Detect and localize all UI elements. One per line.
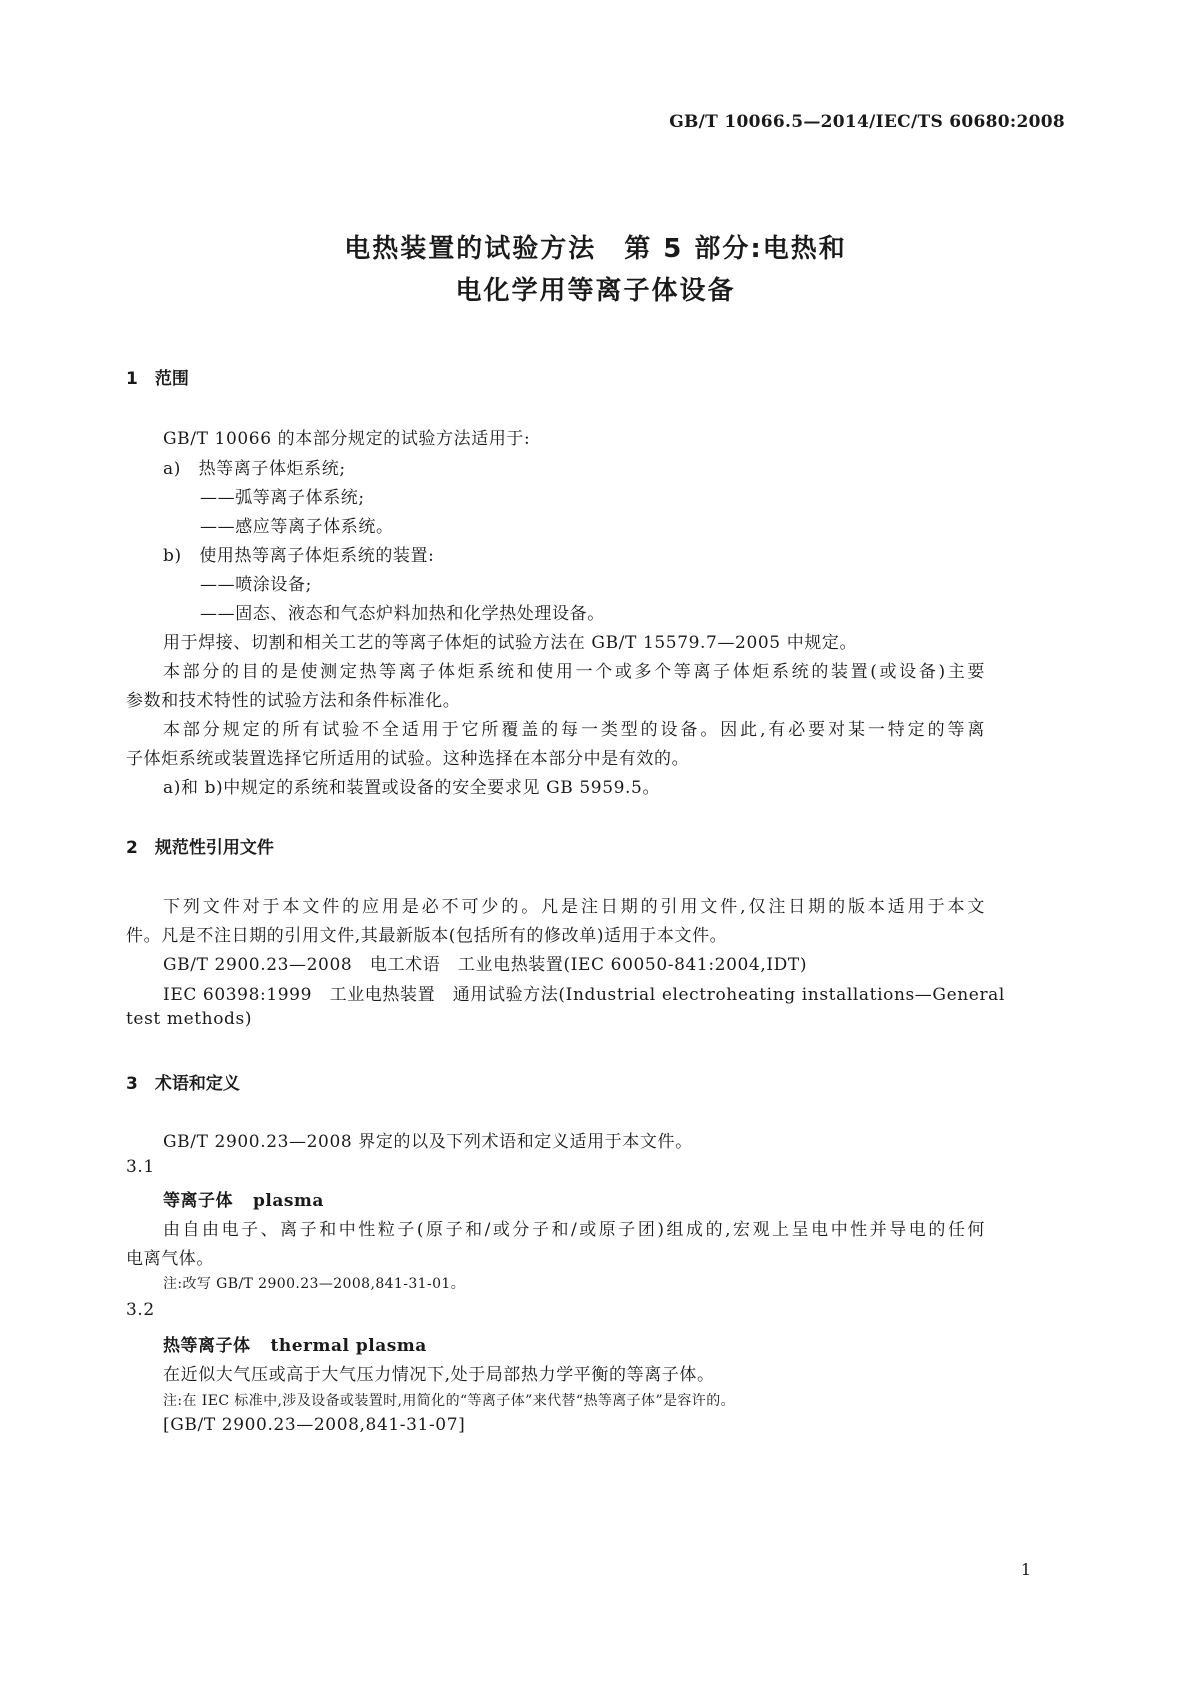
section-3-heading: 3 术语和定义 <box>126 1074 240 1094</box>
term-source: [GB/T 2900.23—2008,841-31-07] <box>163 1415 466 1435</box>
term-note: 注:在 IEC 标准中,涉及设备或装置时,用简化的“等离子体”来代替“热等离子体”是容许的。 <box>163 1393 736 1409</box>
term-note: 注:改写 GB/T 2900.23—2008,841-31-01。 <box>163 1276 466 1292</box>
list-subitem-a2: ——感应等离子体系统。 <box>200 517 394 537</box>
list-item-b: b) 使用热等离子体炬系统的装置: <box>163 546 435 566</box>
term-heading <box>163 1186 324 1211</box>
term-definition-line: 电离气体。 <box>126 1249 214 1269</box>
paragraph-line: 本部分的目的是使测定热等离子体炬系统和使用一个或多个等离子体炬系统的装置(或设备)主要 <box>163 662 985 682</box>
reference-item: GB/T 2900.23—2008 电工术语 工业电热装置(IEC 60050-841:2004,IDT) <box>163 955 808 975</box>
term-heading <box>163 1331 427 1356</box>
term-chinese: 热等离子体 <box>163 1336 251 1356</box>
term-definition-line: 由自由电子、离子和中性粒子(原子和/或分子和/或原子团)组成的,宏观上呈电中性并导电的任何 <box>163 1220 985 1240</box>
paragraph-line: 子体炬系统或装置选择它所适用的试验。这种选择在本部分中是有效的。 <box>126 749 690 769</box>
term-number: 3.1 <box>126 1157 155 1177</box>
paragraph-line: 件。凡是不注日期的引用文件,其最新版本(包括所有的修改单)适用于本文件。 <box>126 926 728 946</box>
section-1-intro: GB/T 10066 的本部分规定的试验方法适用于: <box>163 429 531 449</box>
standard-code: GB/T 10066.5—2014/IEC/TS 60680:2008 <box>669 112 1065 132</box>
section-2-heading: 2 规范性引用文件 <box>126 838 274 858</box>
section-3-intro: GB/T 2900.23—2008 界定的以及下列术语和定义适用于本文件。 <box>163 1132 693 1152</box>
term-definition: 在近似大气压或高于大气压力情况下,处于局部热力学平衡的等离子体。 <box>163 1365 715 1385</box>
reference-item-continued: test methods) <box>126 1009 253 1029</box>
paragraph-line: 本部分规定的所有试验不全适用于它所覆盖的每一类型的设备。因此,有必要对某一特定的等离 <box>163 720 985 740</box>
document-title-line-2: 电化学用等离子体设备 <box>455 276 736 306</box>
term-english: plasma <box>253 1191 324 1211</box>
list-subitem-b1: ——喷涂设备; <box>200 575 312 595</box>
list-subitem-a1: ——弧等离子体系统; <box>200 488 365 508</box>
term-chinese: 等离子体 <box>163 1191 233 1211</box>
list-item-a: a) 热等离子体炬系统; <box>163 459 346 479</box>
term-english: thermal plasma <box>270 1336 427 1356</box>
list-subitem-b2: ——固态、液态和气态炉料加热和化学热处理设备。 <box>200 604 605 624</box>
document-title-line-1: 电热装置的试验方法 第 5 部分:电热和 <box>344 234 847 264</box>
page-number: 1 <box>1020 1560 1031 1579</box>
term-number: 3.2 <box>126 1300 155 1320</box>
paragraph: 用于焊接、切割和相关工艺的等离子体炬的试验方法在 GB/T 15579.7—2005 中规定。 <box>163 633 858 653</box>
section-1-heading: 1 范围 <box>126 369 189 389</box>
paragraph: a)和 b)中规定的系统和装置或设备的安全要求见 GB 5959.5。 <box>163 778 661 798</box>
reference-item: IEC 60398:1999 工业电热装置 通用试验方法(Industrial electroheating installations—General <box>163 985 1005 1005</box>
paragraph-line: 参数和技术特性的试验方法和条件标准化。 <box>126 691 461 711</box>
paragraph-line: 下列文件对于本文件的应用是必不可少的。凡是注日期的引用文件,仅注日期的版本适用于本文 <box>163 897 985 917</box>
